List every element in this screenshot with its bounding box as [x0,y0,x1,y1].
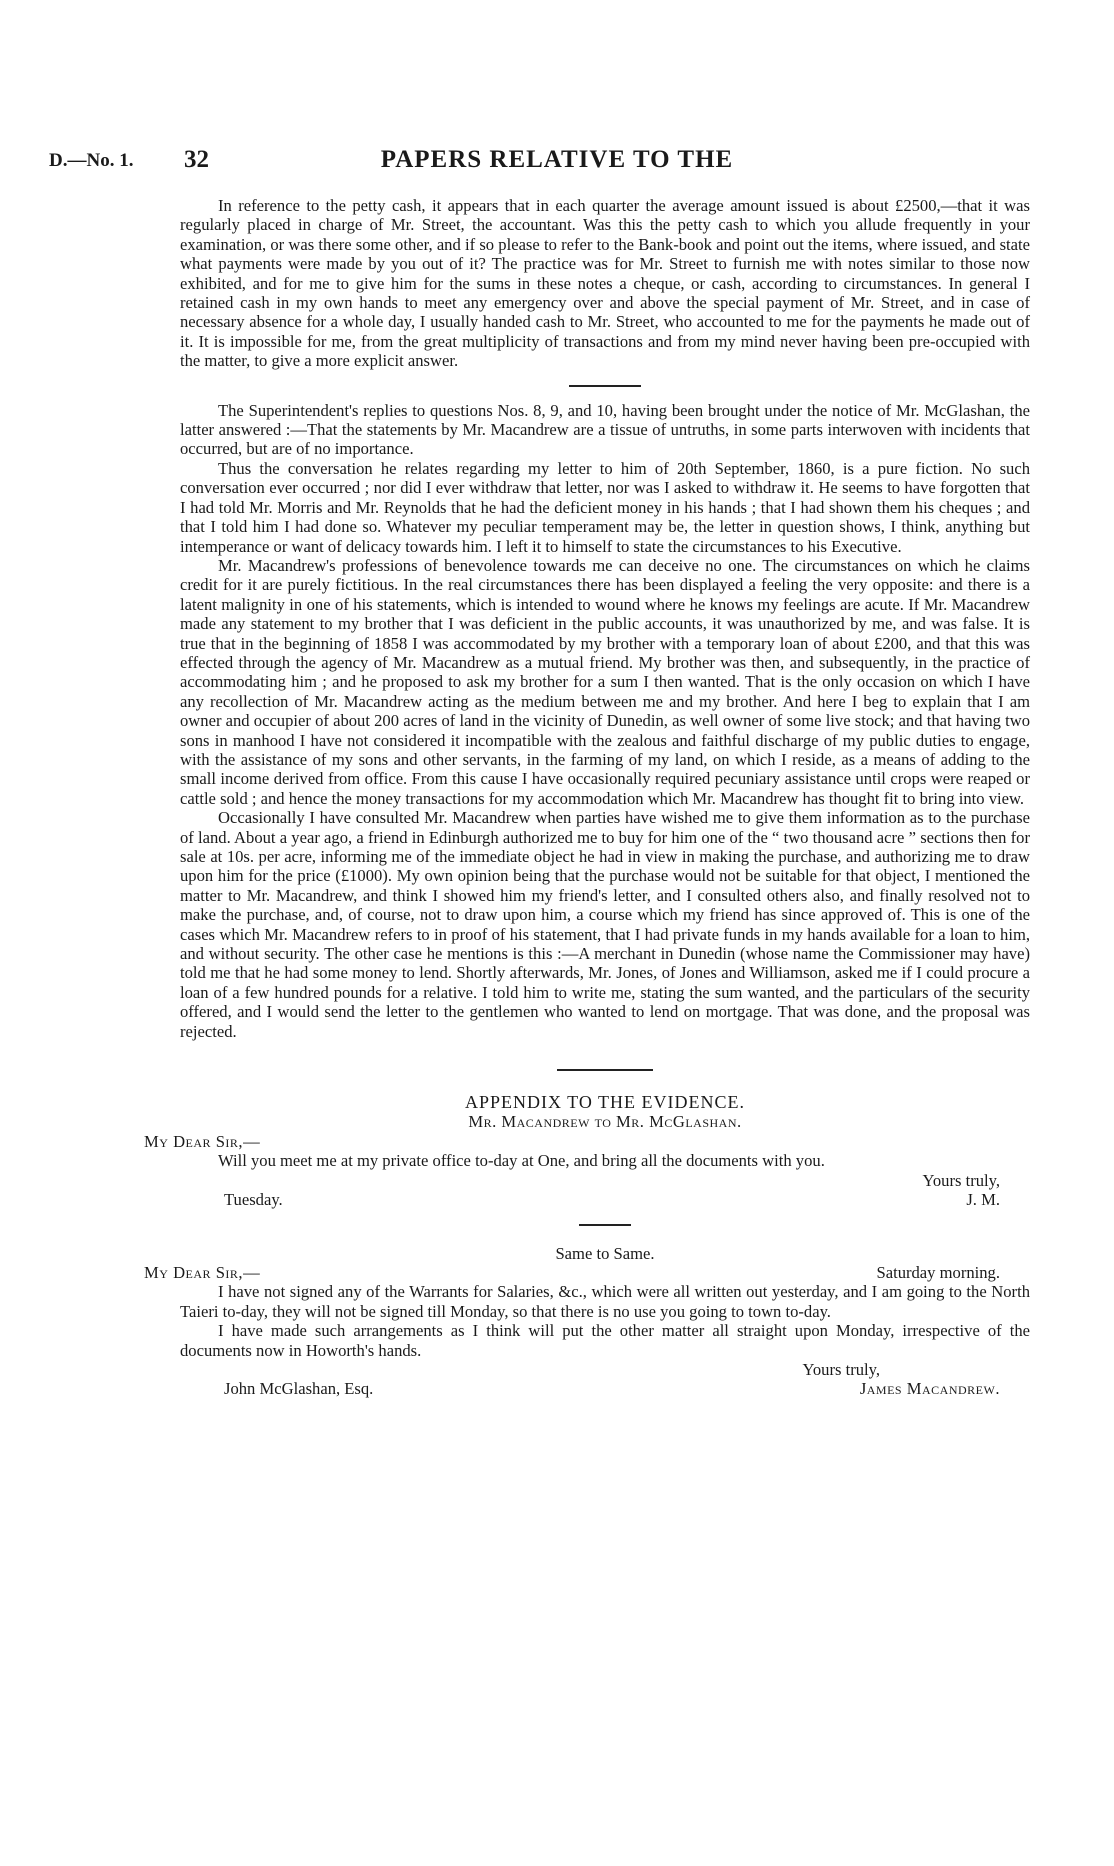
letter-heading: Mr. Macandrew to Mr. McGlashan. [468,1112,742,1132]
letter-footer [180,1190,1030,1209]
section-divider [569,385,641,387]
letter-body: Will you meet me at my private office to-day at One, and bring all the documents with you. [218,1151,825,1171]
letter-dateline: Saturday morning. [876,1262,1000,1282]
letter-closing: Yours truly, [922,1170,1000,1190]
paragraph-superintendent-replies: The Superintendent's replies to questions Nos. 8, 9, and 10, having been brought under the notice of Mr. McGlashan, the latter answered :—That the statements by Mr. Macandrew are a tissue of untruths, in some parts interwoven with incidents that occurred, but are of no importance. [180,400,1030,459]
paragraph-consulted: Occasionally I have consulted Mr. Macandrew when parties have wished me to give them information as to the purchase of land. About a year ago, a friend in Edinburgh authorized me to buy for him one of the “ two thousand acre ” sections then for sale at 10s. per acre, informing me of the immediate object he had in view in making the purchase, and authorizing me to draw upon him for the price (£1000). My own opinion being that the purchase would not be suitable for that object, I mentioned the matter to Mr. Macandrew, and think I showed him my friend's letter, and I consulted others also, and finally resolved not to make the purchase, and, of course, not to draw upon him, a course which my friend has since approved of. This is one of the cases which Mr. Macandrew refers to in proof of his statement, that I had private funds in my hands available for a loan to him, and without security. The other case he mentions is this :—A merchant in Dunedin (whose name the Commissioner may have) told me that he had some money to lend. Shortly afterwards, Mr. Jones, of Jones and Williamson, asked me if I could procure a loan of a few hundred pounds for a relative. I told him to write me, stating the sum wanted, and the particulars of the security offered, and I would send the letter to the gentlemen who wanted to lend on mortgage. That was done, and the proposal was rejected. [180,808,1030,1041]
running-title: PAPERS RELATIVE TO THE [380,146,734,173]
paragraph-conversation: Thus the conversation he relates regarding my letter to him of 20th September, 1860, is a pure fiction. No such conversation ever occurred ; nor did I ever withdraw that letter, nor was I asked to withdraw it. He seems to have forgotten that I had told Mr. Morris and Mr. Reynolds that he had the deficient money in his hands ; that I had shown them his cheques ; and that I told him I had done so. Whatever my peculiar temperament may be, the letter in question shows, I think, anything but intemperance or want of delicacy towards him. I left it to himself to state the circumstances to his Executive. [180,458,1030,556]
appendix-title: APPENDIX TO THE EVIDENCE. [465,1092,745,1113]
page-body [144,196,1030,1399]
letter-addressee: John McGlashan, Esq. [224,1379,374,1399]
letter-body: I have made such arrangements as I think will put the other matter all straight upon Monday, irrespective of the documents now in Howorth's hands. [180,1321,1030,1360]
section-divider [579,1224,631,1226]
paragraph-benevolence: Mr. Macandrew's professions of benevolence towards me can deceive no one. The circumstances on which he claims credit for it are purely fictitious. In the real circumstances there has been displayed a feeling the very opposite: and there is a latent malignity in one of his statements, which is intended to wound where he knows my feelings are acute. If Mr. Macandrew made any statement to my brother that I was deficient in the public accounts, it was unauthorized by me, and was false. It is true that in the beginning of 1858 I was accommodated by my brother with a temporary loan of about £200, and that this was effected through the agency of Mr. Macandrew as a mutual friend. My brother was then, and subsequently, in the practice of accommodating him ; and he proposed to ask my brother for a sum I then wanted. That is the only occasion on which I have any recollection of Mr. Macandrew acting as the medium between me and my brother. And here I beg to explain that I am owner and occupier of about 200 acres of land in the vicinity of Dunedin, as well owner of some live stock; and that having two sons in manhood I have not considered it incompatible with the zealous and faithful discharge of my public duties to engage, with the assistance of my sons and other servants, in the farming of my land, on which I reside, as a means of adding to the small income derived from office. From this cause I have occasionally required pecuniary assistance until crops were reaped or cattle sold ; and hence the money transactions for my accommodation which Mr. Macandrew has thought fit to bring into view. [180,555,1030,808]
letter-signature: J. M. [966,1190,1000,1210]
letter-heading: Same to Same. [555,1243,655,1263]
letter-day: Tuesday. [224,1190,283,1210]
letter-signature: James Macandrew. [859,1379,1000,1399]
section-divider [557,1069,653,1071]
letter-salutation: My Dear Sir,— [144,1262,261,1282]
page-header [0,146,1114,182]
letter-salutation: My Dear Sir,— [144,1131,261,1151]
document-reference: D.—No. 1. [49,150,134,171]
letter-body: I have not signed any of the Warrants for Salaries, &c., which were all written out yesterday, and I am going to the North Taieri to-day, they will not be signed till Monday, so that there is no use you going to town to-day. [180,1282,1030,1321]
page-number: 32 [184,146,209,173]
paragraph-petty-cash: In reference to the petty cash, it appears that in each quarter the average amount issued is about £2500,—that it was regularly placed in charge of Mr. Street, the accountant. Was this the petty cash to which you allude frequently in your examination, or was there some other, and if so please to refer to the Bank-book and point out the items, where issued, and state what payments were made by you out of it? The practice was for Mr. Street to furnish me with notes similar to those now exhibited, and for me to give him for the sums in these notes a cheque, or cash, according to circumstances. In general I retained cash in my own hands to meet any emergency over and above the special payment of Mr. Street, and in case of necessary absence for a whole day, I usually handed cash to Mr. Street, who accounted to me for the payments he made out of it. It is impossible for me, from the great multiplicity of transactions and from my mind never having been pre-occupied with the matter, to give a more explicit answer. [180,196,1030,371]
letter-footer [180,1379,1030,1398]
letter-closing: Yours truly, [802,1359,880,1379]
letter-salutation-row [144,1263,1030,1282]
